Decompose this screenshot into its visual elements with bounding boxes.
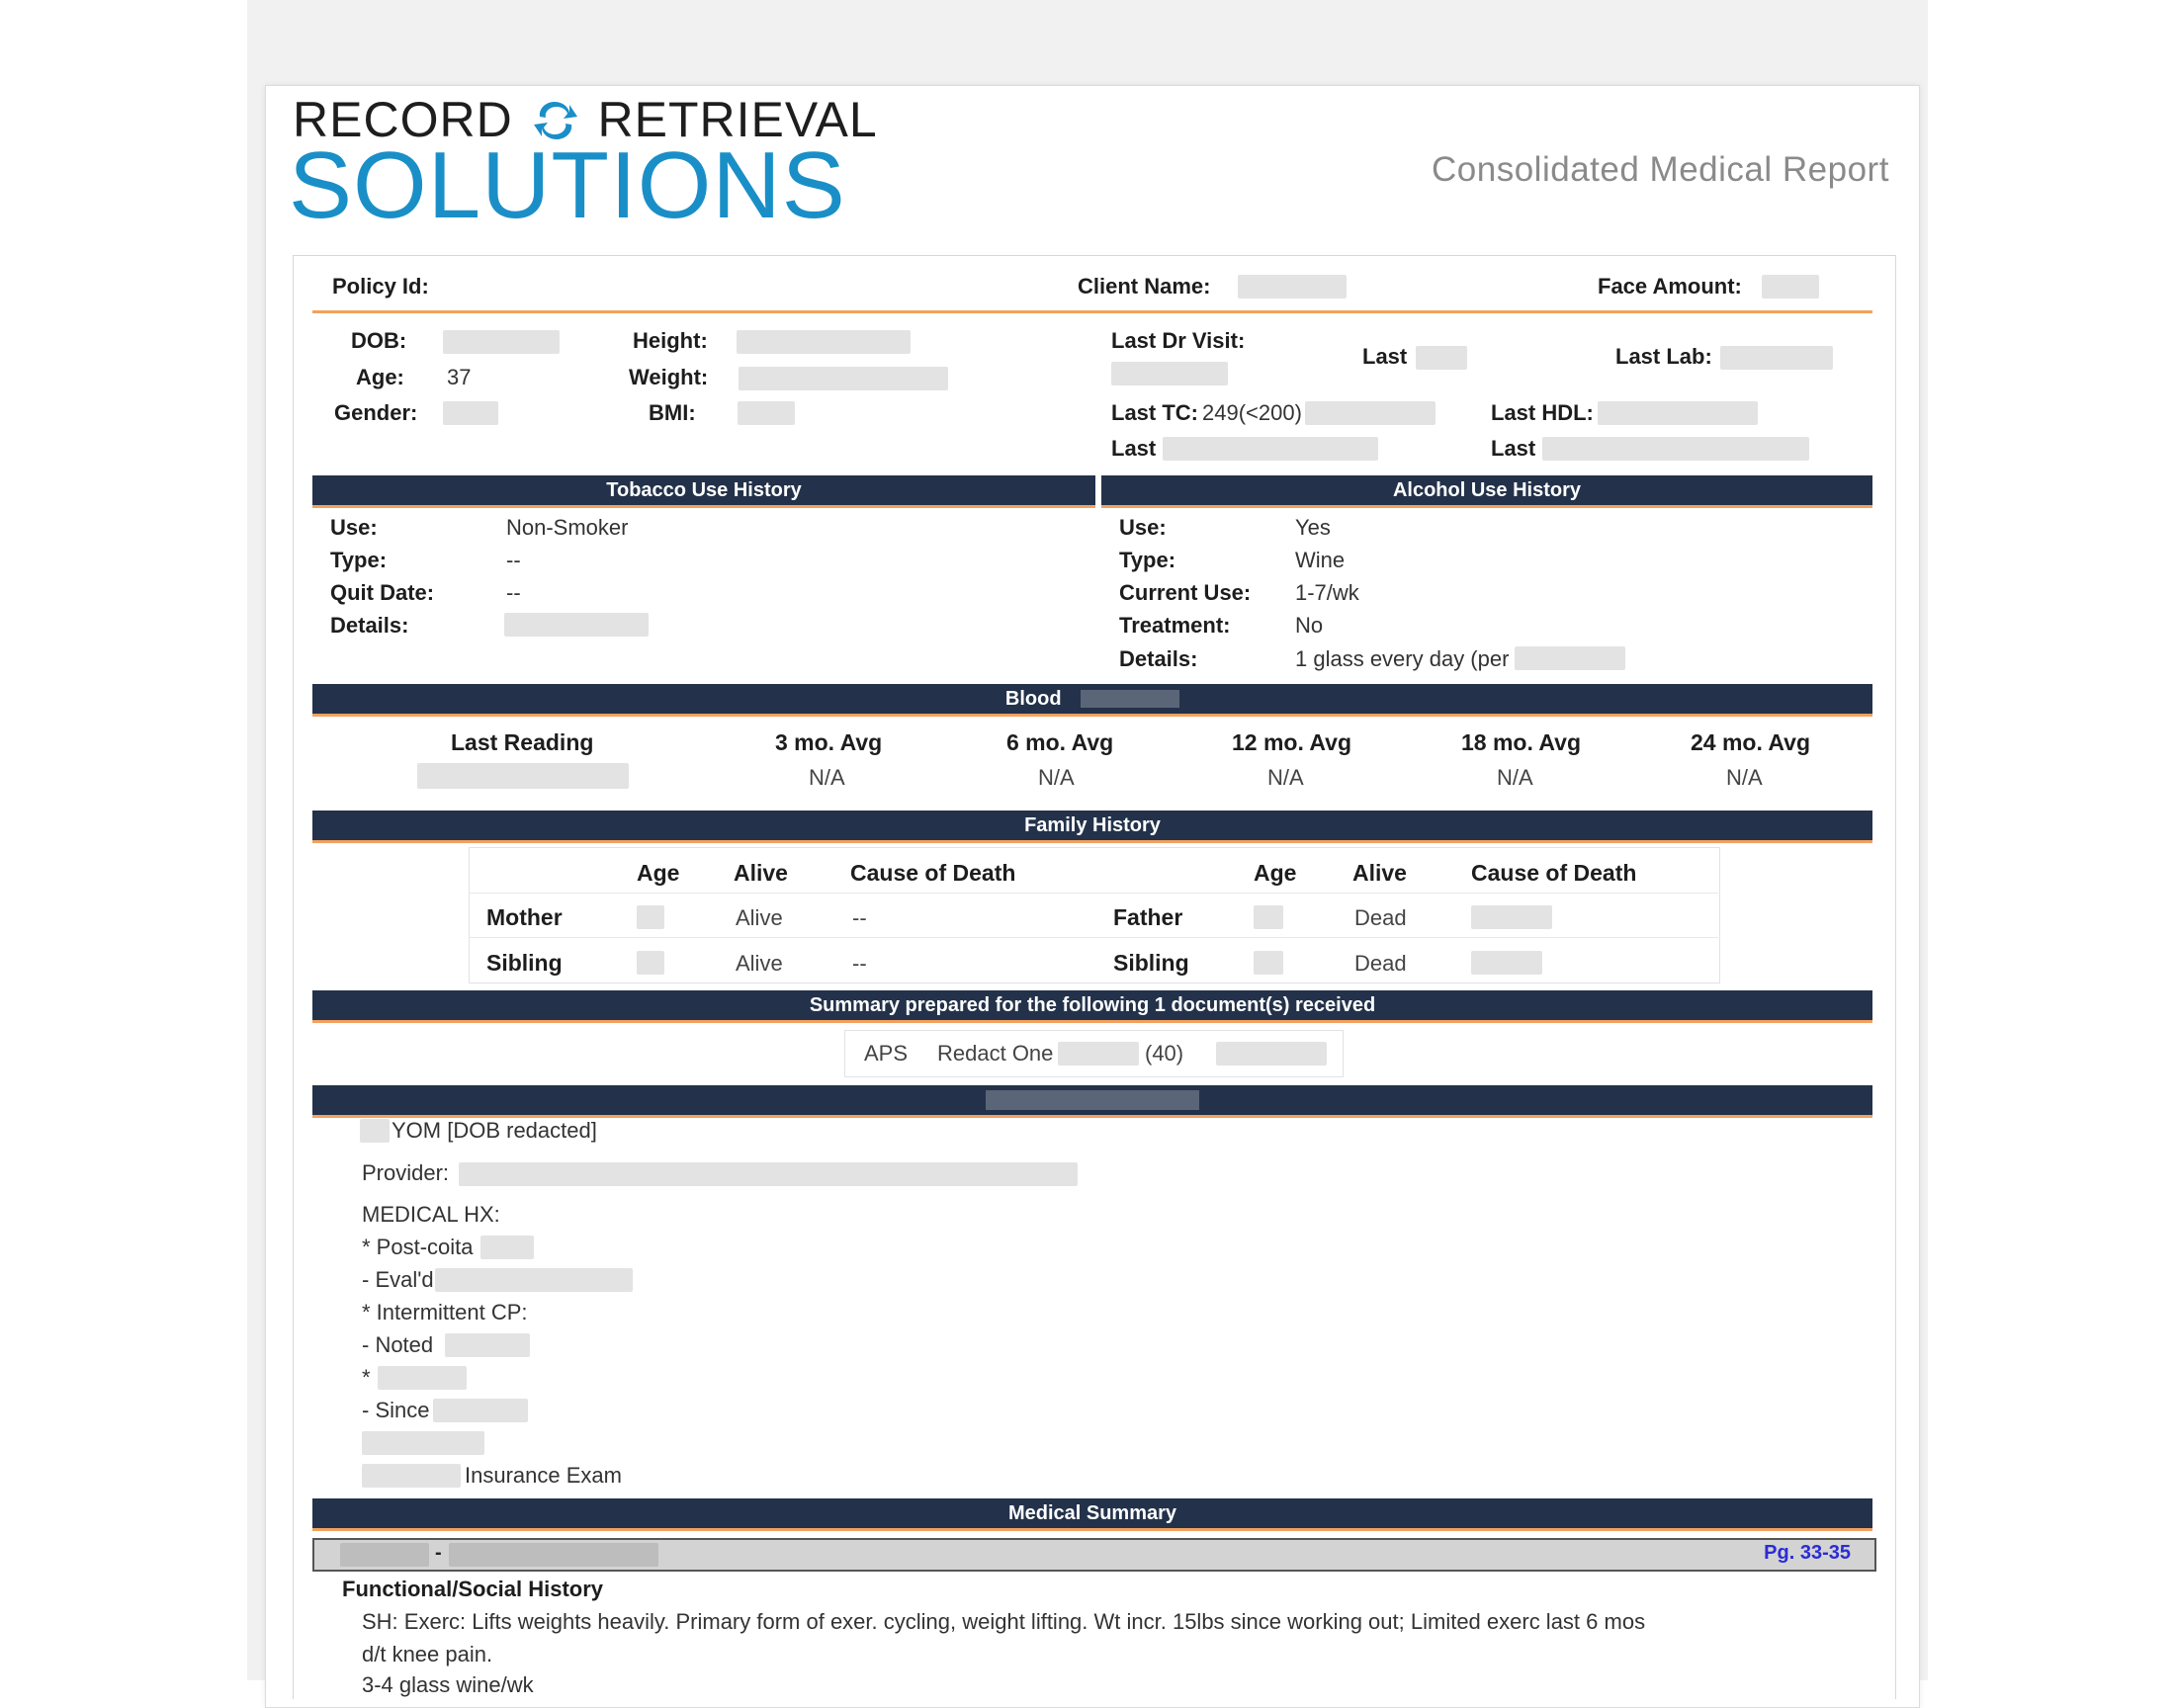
alcohol-use-value: Yes bbox=[1295, 515, 1331, 540]
note-item: - Eval'd bbox=[362, 1267, 434, 1292]
family-row-cause: -- bbox=[852, 905, 867, 930]
note-line-yom: YOM [DOB redacted] bbox=[392, 1118, 597, 1143]
logo-arrows-icon bbox=[532, 95, 579, 134]
age-label: Age: bbox=[356, 365, 404, 389]
family-row-alive: Alive bbox=[736, 951, 783, 976]
report-title: Consolidated Medical Report bbox=[1432, 150, 1889, 189]
family-history-header: Family History bbox=[312, 811, 1872, 843]
alcohol-current-value: 1-7/wk bbox=[1295, 580, 1359, 605]
logo-word-record: RECORD bbox=[293, 92, 513, 147]
family-row-cause: -- bbox=[852, 951, 867, 976]
last-redacted bbox=[1416, 346, 1467, 370]
gender-redacted bbox=[443, 401, 498, 425]
document-pages: (40) bbox=[1145, 1041, 1184, 1066]
family-row-alive-right: Dead bbox=[1354, 951, 1407, 976]
blood-col-last-reading: Last Reading bbox=[451, 729, 594, 755]
tobacco-quit-value: -- bbox=[506, 580, 521, 605]
policy-divider bbox=[312, 310, 1872, 313]
last-lab-redacted bbox=[1720, 346, 1833, 370]
face-amount-label: Face Amount: bbox=[1598, 274, 1742, 299]
last-tc-label: Last TC: bbox=[1111, 400, 1198, 425]
weight-label: Weight: bbox=[629, 365, 709, 389]
client-name-label: Client Name: bbox=[1078, 274, 1211, 299]
social-history-line: d/t knee pain. bbox=[362, 1642, 493, 1666]
note-item: - Noted bbox=[362, 1332, 434, 1357]
tobacco-use-value: Non-Smoker bbox=[506, 515, 629, 540]
last-3-redacted bbox=[1542, 437, 1809, 461]
last-label-3: Last bbox=[1491, 436, 1536, 461]
last-dr-visit-label: Last Dr Visit: bbox=[1111, 328, 1246, 353]
age-value: 37 bbox=[447, 365, 472, 389]
family-row-cause-right-redacted bbox=[1471, 905, 1552, 929]
blood-title: Blood bbox=[1004, 688, 1062, 710]
note-insurance-exam: Insurance Exam bbox=[465, 1463, 622, 1488]
document-name-redacted bbox=[1058, 1042, 1139, 1066]
last-label: Last bbox=[1362, 344, 1408, 369]
medical-summary-entry-row[interactable] bbox=[312, 1538, 1876, 1572]
tobacco-details-label: Details: bbox=[330, 613, 409, 638]
blood-col-18mo: 18 mo. Avg bbox=[1461, 729, 1581, 755]
policy-id-label: Policy Id: bbox=[332, 274, 429, 299]
social-history-line: SH: Exerc: Lifts weights heavily. Primary form of exer. cycling, weight lifting. Wt incr. 15lbs since working out; Limited exerc last 6 mos bbox=[362, 1609, 1646, 1634]
alcohol-type-label: Type: bbox=[1119, 548, 1176, 572]
note-line-redacted bbox=[362, 1431, 484, 1455]
family-row-relation-right: Father bbox=[1113, 904, 1183, 930]
bmi-redacted bbox=[738, 401, 795, 425]
tobacco-quit-label: Quit Date: bbox=[330, 580, 435, 605]
entry-separator: - bbox=[435, 1542, 442, 1564]
alcohol-current-label: Current Use: bbox=[1119, 580, 1252, 605]
note-item-redacted bbox=[433, 1399, 528, 1422]
client-name-redacted bbox=[1238, 275, 1347, 299]
note-item: * Intermittent CP: bbox=[362, 1300, 528, 1324]
face-amount-redacted bbox=[1762, 275, 1819, 299]
last-2-redacted bbox=[1163, 437, 1378, 461]
alcohol-type-value: Wine bbox=[1295, 548, 1346, 572]
alcohol-treatment-label: Treatment: bbox=[1119, 613, 1231, 638]
blood-12mo-value: N/A bbox=[1267, 765, 1304, 790]
bmi-label: BMI: bbox=[649, 400, 696, 425]
functional-social-history-title: Functional/Social History bbox=[342, 1577, 604, 1601]
last-label-2: Last bbox=[1111, 436, 1157, 461]
note-item-redacted bbox=[480, 1236, 534, 1259]
redacted-section-title bbox=[986, 1090, 1199, 1110]
last-hdl-label: Last HDL: bbox=[1491, 400, 1594, 425]
height-label: Height: bbox=[633, 328, 708, 353]
note-provider-redacted bbox=[459, 1162, 1078, 1186]
family-row-cause-right-redacted bbox=[1471, 951, 1542, 975]
family-row-divider bbox=[469, 893, 1718, 894]
note-age-redacted bbox=[360, 1119, 390, 1143]
weight-redacted bbox=[739, 367, 948, 390]
family-row-relation: Sibling bbox=[486, 950, 563, 976]
medical-summary-header: Medical Summary bbox=[312, 1498, 1872, 1531]
family-row-alive-right: Dead bbox=[1354, 905, 1407, 930]
page-reference-link[interactable]: Pg. 33-35 bbox=[1764, 1542, 1851, 1564]
note-provider-label: Provider: bbox=[362, 1160, 450, 1185]
blood-col-3mo: 3 mo. Avg bbox=[775, 729, 883, 755]
last-tc-redacted bbox=[1305, 401, 1436, 425]
family-row-age-right-redacted bbox=[1254, 951, 1283, 975]
alcohol-history-header: Alcohol Use History bbox=[1101, 475, 1872, 508]
blood-col-24mo: 24 mo. Avg bbox=[1691, 729, 1810, 755]
family-row-divider-2 bbox=[469, 937, 1718, 938]
blood-last-reading-redacted bbox=[417, 763, 629, 789]
family-row-age-redacted bbox=[637, 951, 664, 975]
family-row-age-redacted bbox=[637, 905, 664, 929]
blood-header bbox=[312, 684, 1872, 717]
note-item: * bbox=[362, 1365, 371, 1390]
family-header-alive-left: Alive bbox=[734, 860, 788, 886]
family-header-age-right: Age bbox=[1254, 860, 1297, 886]
blood-col-12mo: 12 mo. Avg bbox=[1232, 729, 1351, 755]
last-tc-value: 249(<200) bbox=[1202, 400, 1302, 425]
gender-label: Gender: bbox=[334, 400, 418, 425]
height-redacted bbox=[737, 330, 911, 354]
note-item: - Since bbox=[362, 1398, 430, 1422]
family-header-alive-right: Alive bbox=[1352, 860, 1407, 886]
note-item-redacted bbox=[435, 1268, 633, 1292]
blood-18mo-value: N/A bbox=[1497, 765, 1533, 790]
blood-6mo-value: N/A bbox=[1038, 765, 1075, 790]
summary-docs-header: Summary prepared for the following 1 document(s) received bbox=[312, 990, 1872, 1023]
last-hdl-redacted bbox=[1598, 401, 1758, 425]
tobacco-type-label: Type: bbox=[330, 548, 388, 572]
dob-label: DOB: bbox=[351, 328, 407, 353]
blood-3mo-value: N/A bbox=[809, 765, 845, 790]
alcohol-details-value: 1 glass every day (per bbox=[1295, 646, 1510, 671]
family-row-alive: Alive bbox=[736, 905, 783, 930]
last-dr-visit-redacted bbox=[1111, 362, 1228, 385]
family-row-age-right-redacted bbox=[1254, 905, 1283, 929]
alcohol-treatment-value: No bbox=[1295, 613, 1324, 638]
note-item-redacted bbox=[378, 1366, 467, 1390]
logo-word-retrieval: RETRIEVAL bbox=[597, 92, 878, 147]
document-date-redacted bbox=[1216, 1042, 1327, 1066]
note-item: * Post-coita bbox=[362, 1235, 474, 1259]
note-exam-date-redacted bbox=[362, 1464, 461, 1488]
social-history-line bbox=[362, 1672, 534, 1680]
family-row-relation: Mother bbox=[486, 904, 563, 930]
alcohol-details-redacted bbox=[1515, 646, 1625, 670]
family-header-cause-right: Cause of Death bbox=[1471, 860, 1637, 886]
blood-24mo-value: N/A bbox=[1726, 765, 1763, 790]
tobacco-type-value: -- bbox=[506, 548, 521, 572]
family-header-age-left: Age bbox=[637, 860, 680, 886]
note-medical-hx: MEDICAL HX: bbox=[362, 1202, 500, 1227]
tobacco-details-redacted bbox=[504, 613, 649, 637]
company-logo-solutions: SOLUTIONS bbox=[289, 132, 846, 238]
note-item-redacted bbox=[445, 1333, 530, 1357]
redacted-section-header bbox=[312, 1085, 1872, 1118]
entry-provider-redacted bbox=[449, 1543, 658, 1567]
blood-title-redacted bbox=[1081, 690, 1179, 708]
family-row-relation-right: Sibling bbox=[1113, 950, 1189, 976]
document-name: Redact One bbox=[937, 1041, 1054, 1066]
entry-date-redacted bbox=[340, 1543, 429, 1567]
dob-redacted bbox=[443, 330, 560, 354]
tobacco-use-label: Use: bbox=[330, 515, 378, 540]
document-type: APS bbox=[864, 1041, 909, 1066]
family-header-cause-left: Cause of Death bbox=[850, 860, 1016, 886]
tobacco-history-header: Tobacco Use History bbox=[312, 475, 1095, 508]
blood-col-6mo: 6 mo. Avg bbox=[1006, 729, 1114, 755]
last-lab-label: Last Lab: bbox=[1615, 344, 1712, 369]
alcohol-details-label: Details: bbox=[1119, 646, 1198, 671]
alcohol-use-label: Use: bbox=[1119, 515, 1167, 540]
